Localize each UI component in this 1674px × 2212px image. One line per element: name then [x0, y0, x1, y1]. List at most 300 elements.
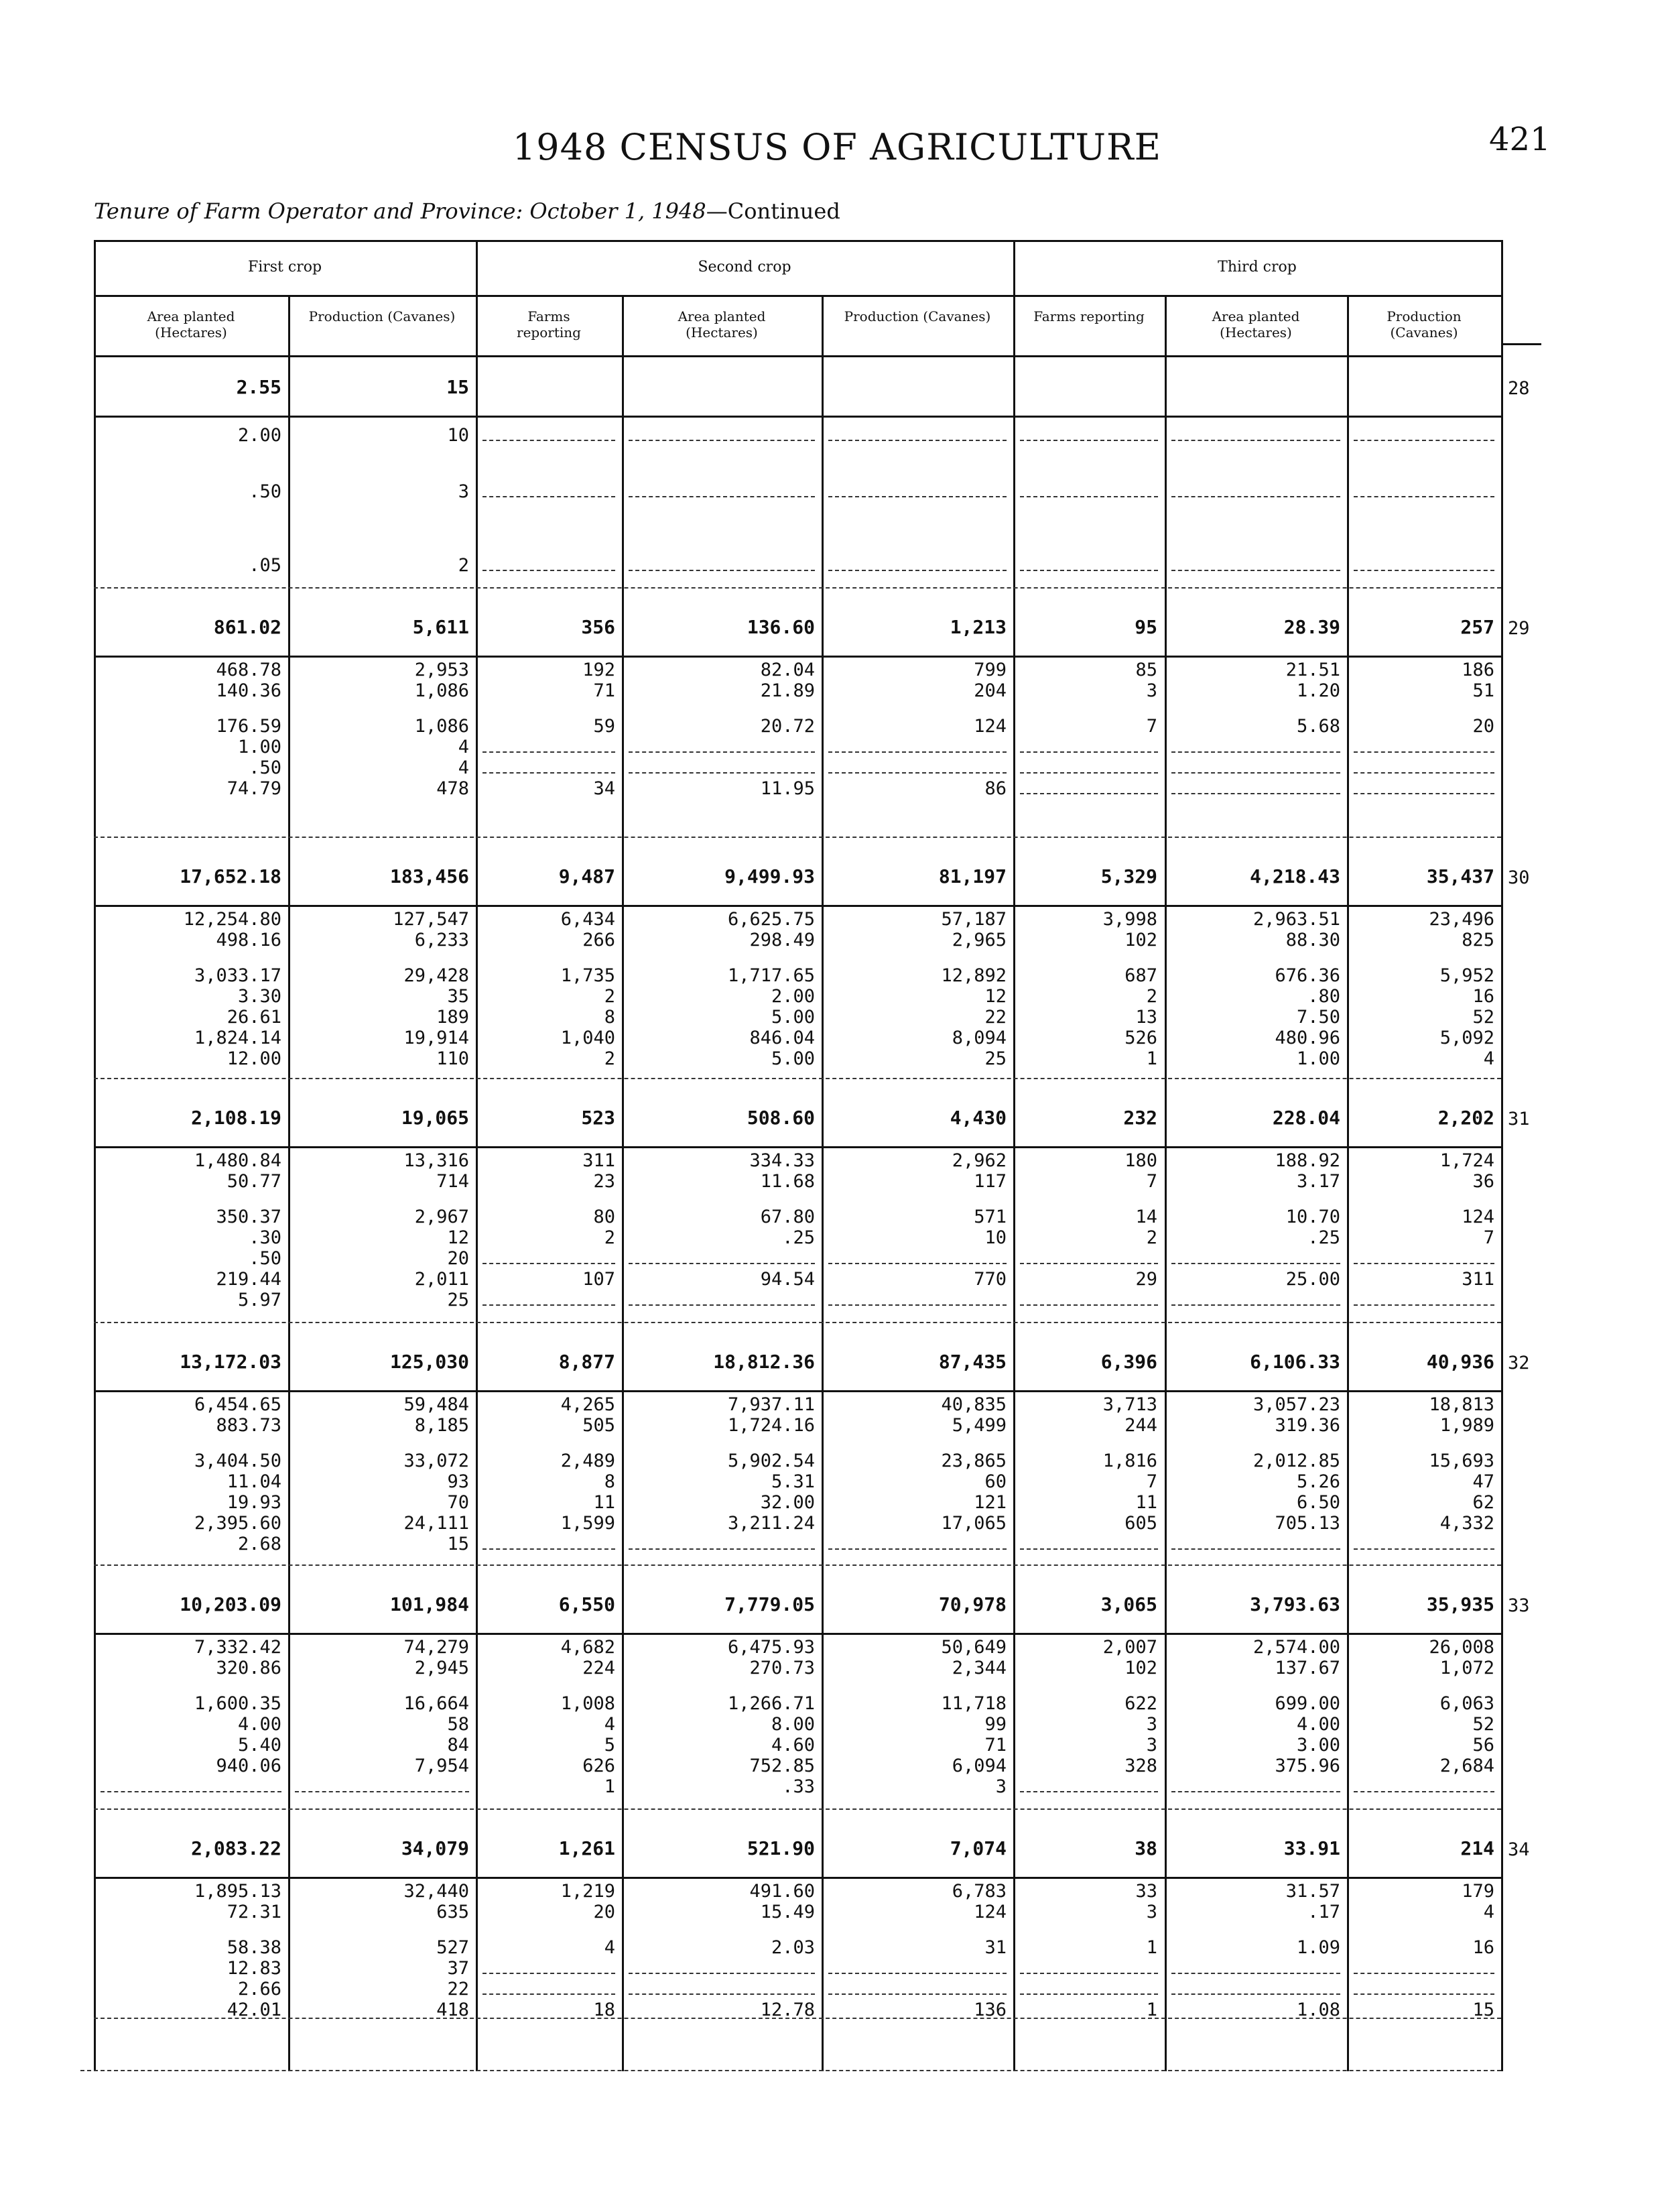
empty-cell-leader	[1020, 1263, 1158, 1264]
table-cell: 17,065	[941, 1513, 1007, 1534]
block-rule	[94, 905, 1503, 907]
empty-cell-leader	[629, 1263, 815, 1264]
table-cell: 18,812.36	[713, 1351, 815, 1373]
table-cell: 17,652.18	[180, 865, 281, 887]
table-cell: 1,086	[414, 680, 469, 701]
table-cell: 8	[604, 1007, 615, 1028]
table-cell: 4	[604, 1714, 615, 1735]
table-cell: 18,813	[1429, 1394, 1494, 1415]
table-cell: 8.00	[771, 1714, 815, 1735]
table-cell: 14	[1135, 1207, 1157, 1227]
column-header: Farms reporting	[517, 308, 581, 341]
table-cell: 10	[984, 1227, 1007, 1248]
table-cell: .50	[249, 481, 281, 502]
table-cell: 705.13	[1275, 1513, 1340, 1534]
table-cell: 4	[1483, 1902, 1494, 1922]
table-cell: 24,111	[403, 1513, 469, 1534]
empty-cell-leader	[629, 440, 815, 441]
table-cell: 2,963.51	[1252, 909, 1340, 930]
table-cell: 8,185	[414, 1415, 469, 1436]
table-cell: 4,430	[950, 1107, 1007, 1129]
table-cell: 33.91	[1283, 1837, 1340, 1859]
block-rule	[94, 656, 1503, 658]
table-cell: 95	[1135, 616, 1157, 638]
table-cell: 334.33	[749, 1150, 815, 1171]
table-cell: 180	[1124, 1150, 1157, 1171]
empty-cell-leader	[1020, 570, 1158, 571]
row-number: 29	[1508, 618, 1530, 639]
table-cell: 5.00	[771, 1048, 815, 1069]
table-cell: 3,998	[1102, 909, 1157, 930]
table-cell: 136	[974, 2000, 1007, 2020]
empty-cell-leader	[629, 1993, 815, 1995]
block-rule	[94, 1877, 1503, 1879]
table-cell: 189	[436, 1007, 469, 1028]
table-cell: 137.67	[1275, 1658, 1340, 1678]
table-cell: 7	[1483, 1227, 1494, 1248]
table-cell: 12,892	[941, 965, 1007, 986]
table-cell: 86	[984, 778, 1007, 799]
table-cell: 81,197	[938, 865, 1007, 887]
table-cell: 3	[1146, 1735, 1157, 1756]
table-cell: 699.00	[1275, 1693, 1340, 1714]
table-cell: 58.38	[227, 1937, 281, 1958]
empty-cell-leader	[1171, 1548, 1340, 1550]
table-cell: 57,187	[941, 909, 1007, 930]
table-cell: 270.73	[749, 1658, 815, 1678]
table-cell: 4	[604, 1937, 615, 1958]
table-cell: 34	[593, 778, 615, 799]
table-cell: 1,717.65	[727, 965, 815, 986]
column-header: Farms reporting	[1033, 308, 1145, 324]
table-cell: 72.31	[227, 1902, 281, 1922]
table-cell: 38	[1135, 1837, 1157, 1859]
column-header-tail	[1501, 343, 1541, 345]
empty-cell-leader	[1020, 1791, 1158, 1792]
table-cell: 3	[995, 1776, 1007, 1797]
table-cell: 1,599	[560, 1513, 615, 1534]
table-cell: 71	[984, 1735, 1007, 1756]
block-rule	[94, 1633, 1503, 1635]
table-cell: 60	[984, 1471, 1007, 1492]
table-cell: 2	[604, 1048, 615, 1069]
table-cell: 6,233	[414, 930, 469, 950]
table-cell: 13,316	[403, 1150, 469, 1171]
table-cell: 3,404.50	[194, 1451, 281, 1471]
table-cell: 480.96	[1275, 1028, 1340, 1048]
table-cell: 88.30	[1285, 930, 1340, 950]
table-cell: 320.86	[216, 1658, 281, 1678]
table-cell: 37	[447, 1958, 469, 1979]
table-cell: 350.37	[216, 1207, 281, 1227]
empty-cell-leader	[1171, 1973, 1340, 1974]
empty-cell-leader	[101, 1791, 281, 1792]
empty-cell-leader	[482, 772, 615, 774]
table-cell: 58	[447, 1714, 469, 1735]
table-cell: 7	[1146, 1171, 1157, 1192]
table-cell: 418	[436, 2000, 469, 2020]
table-cell: 2,574.00	[1252, 1637, 1340, 1658]
table-cell: 42.01	[227, 2000, 281, 2020]
empty-cell-leader	[1171, 1263, 1340, 1264]
empty-cell-leader	[1171, 440, 1340, 441]
table-cell: 87,435	[938, 1351, 1007, 1373]
table-cell: 50,649	[941, 1637, 1007, 1658]
empty-cell-leader	[482, 751, 615, 753]
table-cell: 2,108.19	[191, 1107, 281, 1129]
table-cell: .33	[782, 1776, 815, 1797]
empty-cell-leader	[1020, 793, 1158, 794]
column-header: Area planted (Hectares)	[147, 308, 235, 341]
table-cell: 188.92	[1275, 1150, 1340, 1171]
empty-cell-leader	[1020, 1304, 1158, 1306]
block-rule	[94, 416, 1503, 418]
table-cell: 3	[458, 481, 469, 502]
table-cell: 6,625.75	[727, 909, 815, 930]
table-cell: 523	[581, 1107, 615, 1129]
table-cell: 70,978	[938, 1593, 1007, 1615]
table-cell: 40,835	[941, 1394, 1007, 1415]
subtitle-continued: —Continued	[706, 198, 840, 224]
table-cell: 8,877	[558, 1351, 615, 1373]
table-cell: 121	[974, 1492, 1007, 1513]
table-cell: 20	[593, 1902, 615, 1922]
table-cell: 2,344	[952, 1658, 1007, 1678]
table-cell: 2,202	[1437, 1107, 1494, 1129]
table-cell: 266	[582, 930, 615, 950]
table-bottom-rule	[80, 2070, 1501, 2071]
row-number: 32	[1508, 1353, 1530, 1373]
table-cell: 16,664	[403, 1693, 469, 1714]
table-cell: 2.00	[771, 986, 815, 1007]
row-number: 28	[1508, 378, 1530, 399]
table-cell: 2	[604, 1227, 615, 1248]
table-cell: 47	[1472, 1471, 1494, 1492]
table-cell: 23,865	[941, 1451, 1007, 1471]
table-cell: 31	[984, 1937, 1007, 1958]
table-cell: 117	[974, 1171, 1007, 1192]
empty-cell-leader	[1171, 1304, 1340, 1306]
table-cell: 59,484	[403, 1394, 469, 1415]
table-cell: 127,547	[393, 909, 469, 930]
table-cell: 2	[604, 986, 615, 1007]
table-cell: 9,499.93	[724, 865, 815, 887]
table-cell: 2	[458, 555, 469, 576]
empty-cell-leader	[629, 751, 815, 753]
table-cell: 861.02	[213, 616, 281, 638]
empty-cell-leader	[482, 1548, 615, 1550]
table-cell: 3,211.24	[727, 1513, 815, 1534]
table-cell: 328	[1124, 1756, 1157, 1776]
empty-cell-leader	[1354, 1304, 1494, 1306]
table-cell: 102	[1124, 930, 1157, 950]
table-cell: 6,396	[1100, 1351, 1157, 1373]
table-cell: 107	[582, 1269, 615, 1290]
table-cell: 626	[582, 1756, 615, 1776]
column-header: Area planted (Hectares)	[678, 308, 766, 341]
table-cell: 676.36	[1275, 965, 1340, 986]
table-cell: 74,279	[403, 1637, 469, 1658]
empty-cell-leader	[1354, 1973, 1494, 1974]
table-cell: 4.60	[771, 1735, 815, 1756]
table-cell: 71	[593, 680, 615, 701]
empty-cell-leader	[1171, 496, 1340, 497]
table-cell: 526	[1124, 1028, 1157, 1048]
table-cell: 6,094	[952, 1756, 1007, 1776]
table-cell: 32.00	[760, 1492, 815, 1513]
table-cell: 10.70	[1285, 1207, 1340, 1227]
table-cell: .05	[249, 555, 281, 576]
table-cell: 1	[1146, 1937, 1157, 1958]
table-cell: 5,611	[412, 616, 469, 638]
table-cell: 11.04	[227, 1471, 281, 1492]
table-cell: 15.49	[760, 1902, 815, 1922]
table-cell: 2,945	[414, 1658, 469, 1678]
table-cell: 140.36	[216, 680, 281, 701]
table-cell: 468.78	[216, 660, 281, 680]
table-cell: .50	[249, 757, 281, 778]
table-cell: 228.04	[1272, 1107, 1340, 1129]
table-cell: 1,266.71	[727, 1693, 815, 1714]
table-cell: 2.03	[771, 1937, 815, 1958]
table-cell: 15	[1472, 2000, 1494, 2020]
table-cell: 571	[974, 1207, 1007, 1227]
table-cell: 12.00	[227, 1048, 281, 1069]
table-cell: 298.49	[749, 930, 815, 950]
table-subtitle	[94, 198, 840, 224]
table-cell: 204	[974, 680, 1007, 701]
table-cell: 26,008	[1429, 1637, 1494, 1658]
table-cell: 5	[604, 1735, 615, 1756]
table-cell: 478	[436, 778, 469, 799]
table-cell: 32,440	[403, 1881, 469, 1902]
table-cell: 11,718	[941, 1693, 1007, 1714]
table-cell: 6,063	[1439, 1693, 1494, 1714]
empty-cell-leader	[629, 1548, 815, 1550]
block-rule	[94, 1146, 1503, 1148]
empty-cell-leader	[1020, 751, 1158, 753]
table-cell: 67.80	[760, 1207, 815, 1227]
empty-cell-leader	[1354, 772, 1494, 774]
table-cell: 7,779.05	[724, 1593, 815, 1615]
table-cell: 4,265	[560, 1394, 615, 1415]
empty-cell-leader	[828, 1304, 1007, 1306]
table-cell: 36	[1472, 1171, 1494, 1192]
table-cell: 101,984	[389, 1593, 469, 1615]
column-rule	[1501, 240, 1503, 2071]
table-cell: 770	[974, 1269, 1007, 1290]
empty-cell-leader	[1171, 793, 1340, 794]
table-cell: 35	[447, 986, 469, 1007]
table-cell: 799	[974, 660, 1007, 680]
table-cell: 12.83	[227, 1958, 281, 1979]
table-cell: 1,735	[560, 965, 615, 986]
table-cell: 5,902.54	[727, 1451, 815, 1471]
empty-cell-leader	[828, 1548, 1007, 1550]
table-cell: 93	[447, 1471, 469, 1492]
table-cell: 4,218.43	[1250, 865, 1340, 887]
table-cell: 15	[447, 1534, 469, 1554]
table-cell: 6,783	[952, 1881, 1007, 1902]
table-cell: 9,487	[558, 865, 615, 887]
table-cell: 319.36	[1275, 1415, 1340, 1436]
table-cell: 521.90	[747, 1837, 815, 1859]
table-cell: 74.79	[227, 778, 281, 799]
empty-cell-leader	[1354, 1993, 1494, 1995]
empty-cell-leader	[482, 496, 615, 497]
table-cell: .30	[249, 1227, 281, 1248]
table-cell: 12,254.80	[183, 909, 281, 930]
group-header-third: Third crop	[1218, 259, 1297, 275]
table-cell: 527	[436, 1937, 469, 1958]
table-cell: .50	[249, 1248, 281, 1269]
table-cell: 3.17	[1296, 1171, 1340, 1192]
table-cell: 5.97	[237, 1290, 281, 1310]
table-cell: 2	[1146, 1227, 1157, 1248]
empty-cell-leader	[1354, 1263, 1494, 1264]
empty-cell-leader	[828, 440, 1007, 441]
table-cell: 99	[984, 1714, 1007, 1735]
table-cell: 192	[582, 660, 615, 680]
empty-cell-leader	[1354, 570, 1494, 571]
table-cell: 28.39	[1283, 616, 1340, 638]
table-cell: 18	[593, 2000, 615, 2020]
block-separator	[94, 837, 1501, 838]
table-cell: 1,600.35	[194, 1693, 281, 1714]
empty-cell-leader	[1020, 1548, 1158, 1550]
table-cell: 51	[1472, 680, 1494, 701]
table-cell: 752.85	[749, 1756, 815, 1776]
table-cell: 13	[1135, 1007, 1157, 1028]
table-cell: 183,456	[389, 865, 469, 887]
empty-cell-leader	[828, 496, 1007, 497]
empty-cell-leader	[482, 570, 615, 571]
table-cell: 2.55	[236, 376, 281, 398]
table-cell: 33,072	[403, 1451, 469, 1471]
table-cell: 7,074	[950, 1837, 1007, 1859]
table-cell: 50.77	[227, 1171, 281, 1192]
empty-cell-leader	[629, 1304, 815, 1306]
table-cell: 1	[1146, 2000, 1157, 2020]
table-cell: 257	[1460, 616, 1494, 638]
row-number: 30	[1508, 867, 1530, 888]
table-cell: 6.50	[1296, 1492, 1340, 1513]
table-cell: 21.51	[1285, 660, 1340, 680]
table-cell: 80	[593, 1207, 615, 1227]
table-cell: .25	[782, 1227, 815, 1248]
table-cell: 2,953	[414, 660, 469, 680]
table-cell: 3	[1146, 680, 1157, 701]
table-cell: 1,816	[1102, 1451, 1157, 1471]
table-cell: 1,008	[560, 1693, 615, 1714]
table-cell: 186	[1462, 660, 1494, 680]
group-header-rule	[94, 295, 1503, 297]
empty-cell-leader	[1354, 440, 1494, 441]
table-cell: 2,684	[1439, 1756, 1494, 1776]
table-cell: 62	[1472, 1492, 1494, 1513]
table-cell: 11.95	[760, 778, 815, 799]
table-cell: 1,219	[560, 1881, 615, 1902]
table-cell: 1,086	[414, 716, 469, 737]
table-cell: 94.54	[760, 1269, 815, 1290]
table-cell: 12	[447, 1227, 469, 1248]
table-cell: 124	[974, 716, 1007, 737]
block-rule	[94, 1390, 1503, 1392]
empty-cell-leader	[629, 1973, 815, 1974]
empty-cell-leader	[1171, 570, 1340, 571]
table-cell: 2,395.60	[194, 1513, 281, 1534]
empty-cell-leader	[295, 1791, 469, 1792]
block-separator	[94, 2018, 1501, 2019]
table-cell: 52	[1472, 1007, 1494, 1028]
table-cell: 19,914	[403, 1028, 469, 1048]
table-cell: 244	[1124, 1415, 1157, 1436]
block-separator	[94, 1564, 1501, 1566]
table-cell: 13,172.03	[180, 1351, 281, 1373]
table-cell: 3,065	[1100, 1593, 1157, 1615]
empty-cell-leader	[1354, 793, 1494, 794]
table-cell: 124	[974, 1902, 1007, 1922]
table-cell: 8,094	[952, 1028, 1007, 1048]
table-cell: 136.60	[747, 616, 815, 638]
block-separator	[94, 1322, 1501, 1323]
table-cell: 5.00	[771, 1007, 815, 1028]
table-cell: 1,213	[950, 616, 1007, 638]
table-cell: 1,072	[1439, 1658, 1494, 1678]
empty-cell-leader	[1020, 1973, 1158, 1974]
table-cell: 883.73	[216, 1415, 281, 1436]
table-cell: 5.40	[237, 1735, 281, 1756]
table-top-rule	[94, 240, 1503, 242]
table-cell: 622	[1124, 1693, 1157, 1714]
table-cell: 25	[984, 1048, 1007, 1069]
table-cell: 356	[581, 616, 615, 638]
empty-cell-leader	[629, 570, 815, 571]
column-header-rule	[94, 355, 1503, 357]
table-cell: 6,434	[560, 909, 615, 930]
table-cell: 12.78	[760, 2000, 815, 2020]
table-cell: 232	[1123, 1107, 1157, 1129]
page-number: 421	[1489, 121, 1551, 158]
table-cell: 1,724.16	[727, 1415, 815, 1436]
row-number: 33	[1508, 1595, 1530, 1616]
column-header: Area planted (Hectares)	[1212, 308, 1300, 341]
table-cell: 6,475.93	[727, 1637, 815, 1658]
table-cell: .17	[1307, 1902, 1340, 1922]
empty-cell-leader	[629, 772, 815, 774]
table-cell: 1,040	[560, 1028, 615, 1048]
table-cell: 375.96	[1275, 1756, 1340, 1776]
table-cell: 2,083.22	[191, 1837, 281, 1859]
table-cell: 846.04	[749, 1028, 815, 1048]
empty-cell-leader	[1020, 496, 1158, 497]
table-cell: 2,007	[1102, 1637, 1157, 1658]
table-cell: 2,011	[414, 1269, 469, 1290]
table-cell: 714	[436, 1171, 469, 1192]
table-cell: 26.61	[227, 1007, 281, 1028]
table-cell: 1,989	[1439, 1415, 1494, 1436]
table-cell: 1,895.13	[194, 1881, 281, 1902]
table-cell: 20	[1472, 716, 1494, 737]
table-cell: 16	[1472, 986, 1494, 1007]
table-cell: 1.20	[1296, 680, 1340, 701]
table-cell: 19,065	[401, 1107, 469, 1129]
subtitle-italic: Tenure of Farm Operator and Province: October 1, 1948	[94, 198, 706, 224]
table-cell: 35,935	[1426, 1593, 1494, 1615]
empty-cell-leader	[482, 1263, 615, 1264]
table-cell: 6,454.65	[194, 1394, 281, 1415]
table-cell: 176.59	[216, 716, 281, 737]
